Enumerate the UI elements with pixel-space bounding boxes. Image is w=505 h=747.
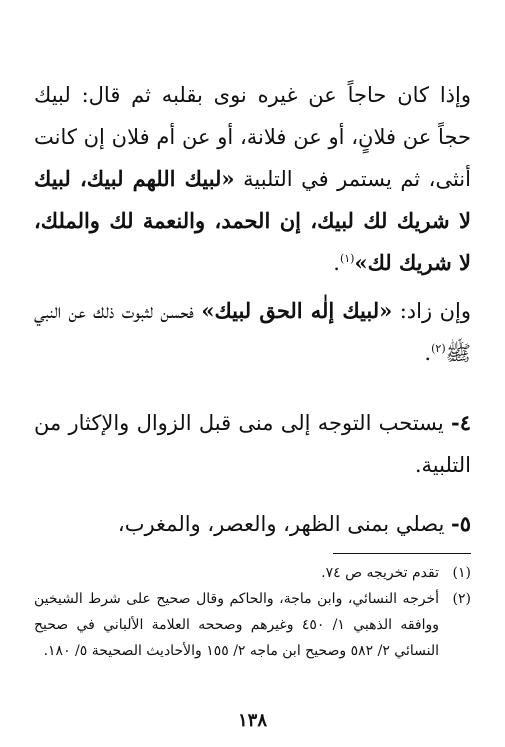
footnote-2 xyxy=(34,586,471,664)
page-number: ١٣٨ xyxy=(237,710,267,731)
paragraph-item-5 xyxy=(34,503,471,545)
addition-text: «لبيك إلٰه الحق لبيك» xyxy=(201,298,393,323)
item-number: ٤- xyxy=(451,410,471,435)
paragraph-end: . xyxy=(333,251,340,275)
paragraph-text: وإذا كان حاجاً عن غيره نوى بقلبه ثم قال: لبيك حجاً عن فلانٍ، أو عن فلانة، أو عن أم فلان إن كانت أنثى، ثم يستمر في التلبية xyxy=(34,83,471,191)
paragraph-text: فحسن لثبوت ذلك عن النبي ﷺ xyxy=(34,299,471,365)
footnote-1 xyxy=(34,560,471,586)
paragraph-talbiyah xyxy=(34,74,471,284)
footnote-number: (٢) xyxy=(452,591,471,607)
footnote-text: تقدم تخريجه ص ٧٤. xyxy=(321,565,439,581)
paragraph-text: يستحب التوجه إلى منى قبل الزوال والإكثار من التلبية. xyxy=(34,411,471,477)
footnote-number: (١) xyxy=(452,565,471,581)
footnote-text: أخرجه النسائي، وابن ماجة، والحاكم وقال صحيح على شرط الشيخين ووافقه الذهبي ١/ ٤٥٠ وغيرهم وصححه العلامة الألباني في صحيح النسائي ٢/ ٥٨٢ وصحيح ابن ماجه ٢/ ١٥٥ والأحاديث الصحيحة ٥/ ١٨٠. xyxy=(34,591,440,659)
talbiyah-text: «لبيك اللهم لبيك، لبيك لا شريك لك لبيك، إن الحمد، والنعمة لك والملك، لا شريك لك» xyxy=(34,166,471,275)
paragraph-text: وإن زاد: xyxy=(392,299,472,323)
footnotes xyxy=(34,560,471,664)
footnote-ref-1: (١) xyxy=(339,252,355,265)
footnote-ref-2: (٢) xyxy=(431,342,446,355)
paragraph-end: . xyxy=(424,341,432,365)
paragraph-addition xyxy=(34,290,471,374)
paragraph-text: يصلي بمنى الظهر، والعصر، والمغرب، xyxy=(117,512,451,536)
item-number: ٥- xyxy=(451,511,471,536)
paragraph-item-4 xyxy=(34,402,471,486)
footnote-divider xyxy=(333,553,471,554)
